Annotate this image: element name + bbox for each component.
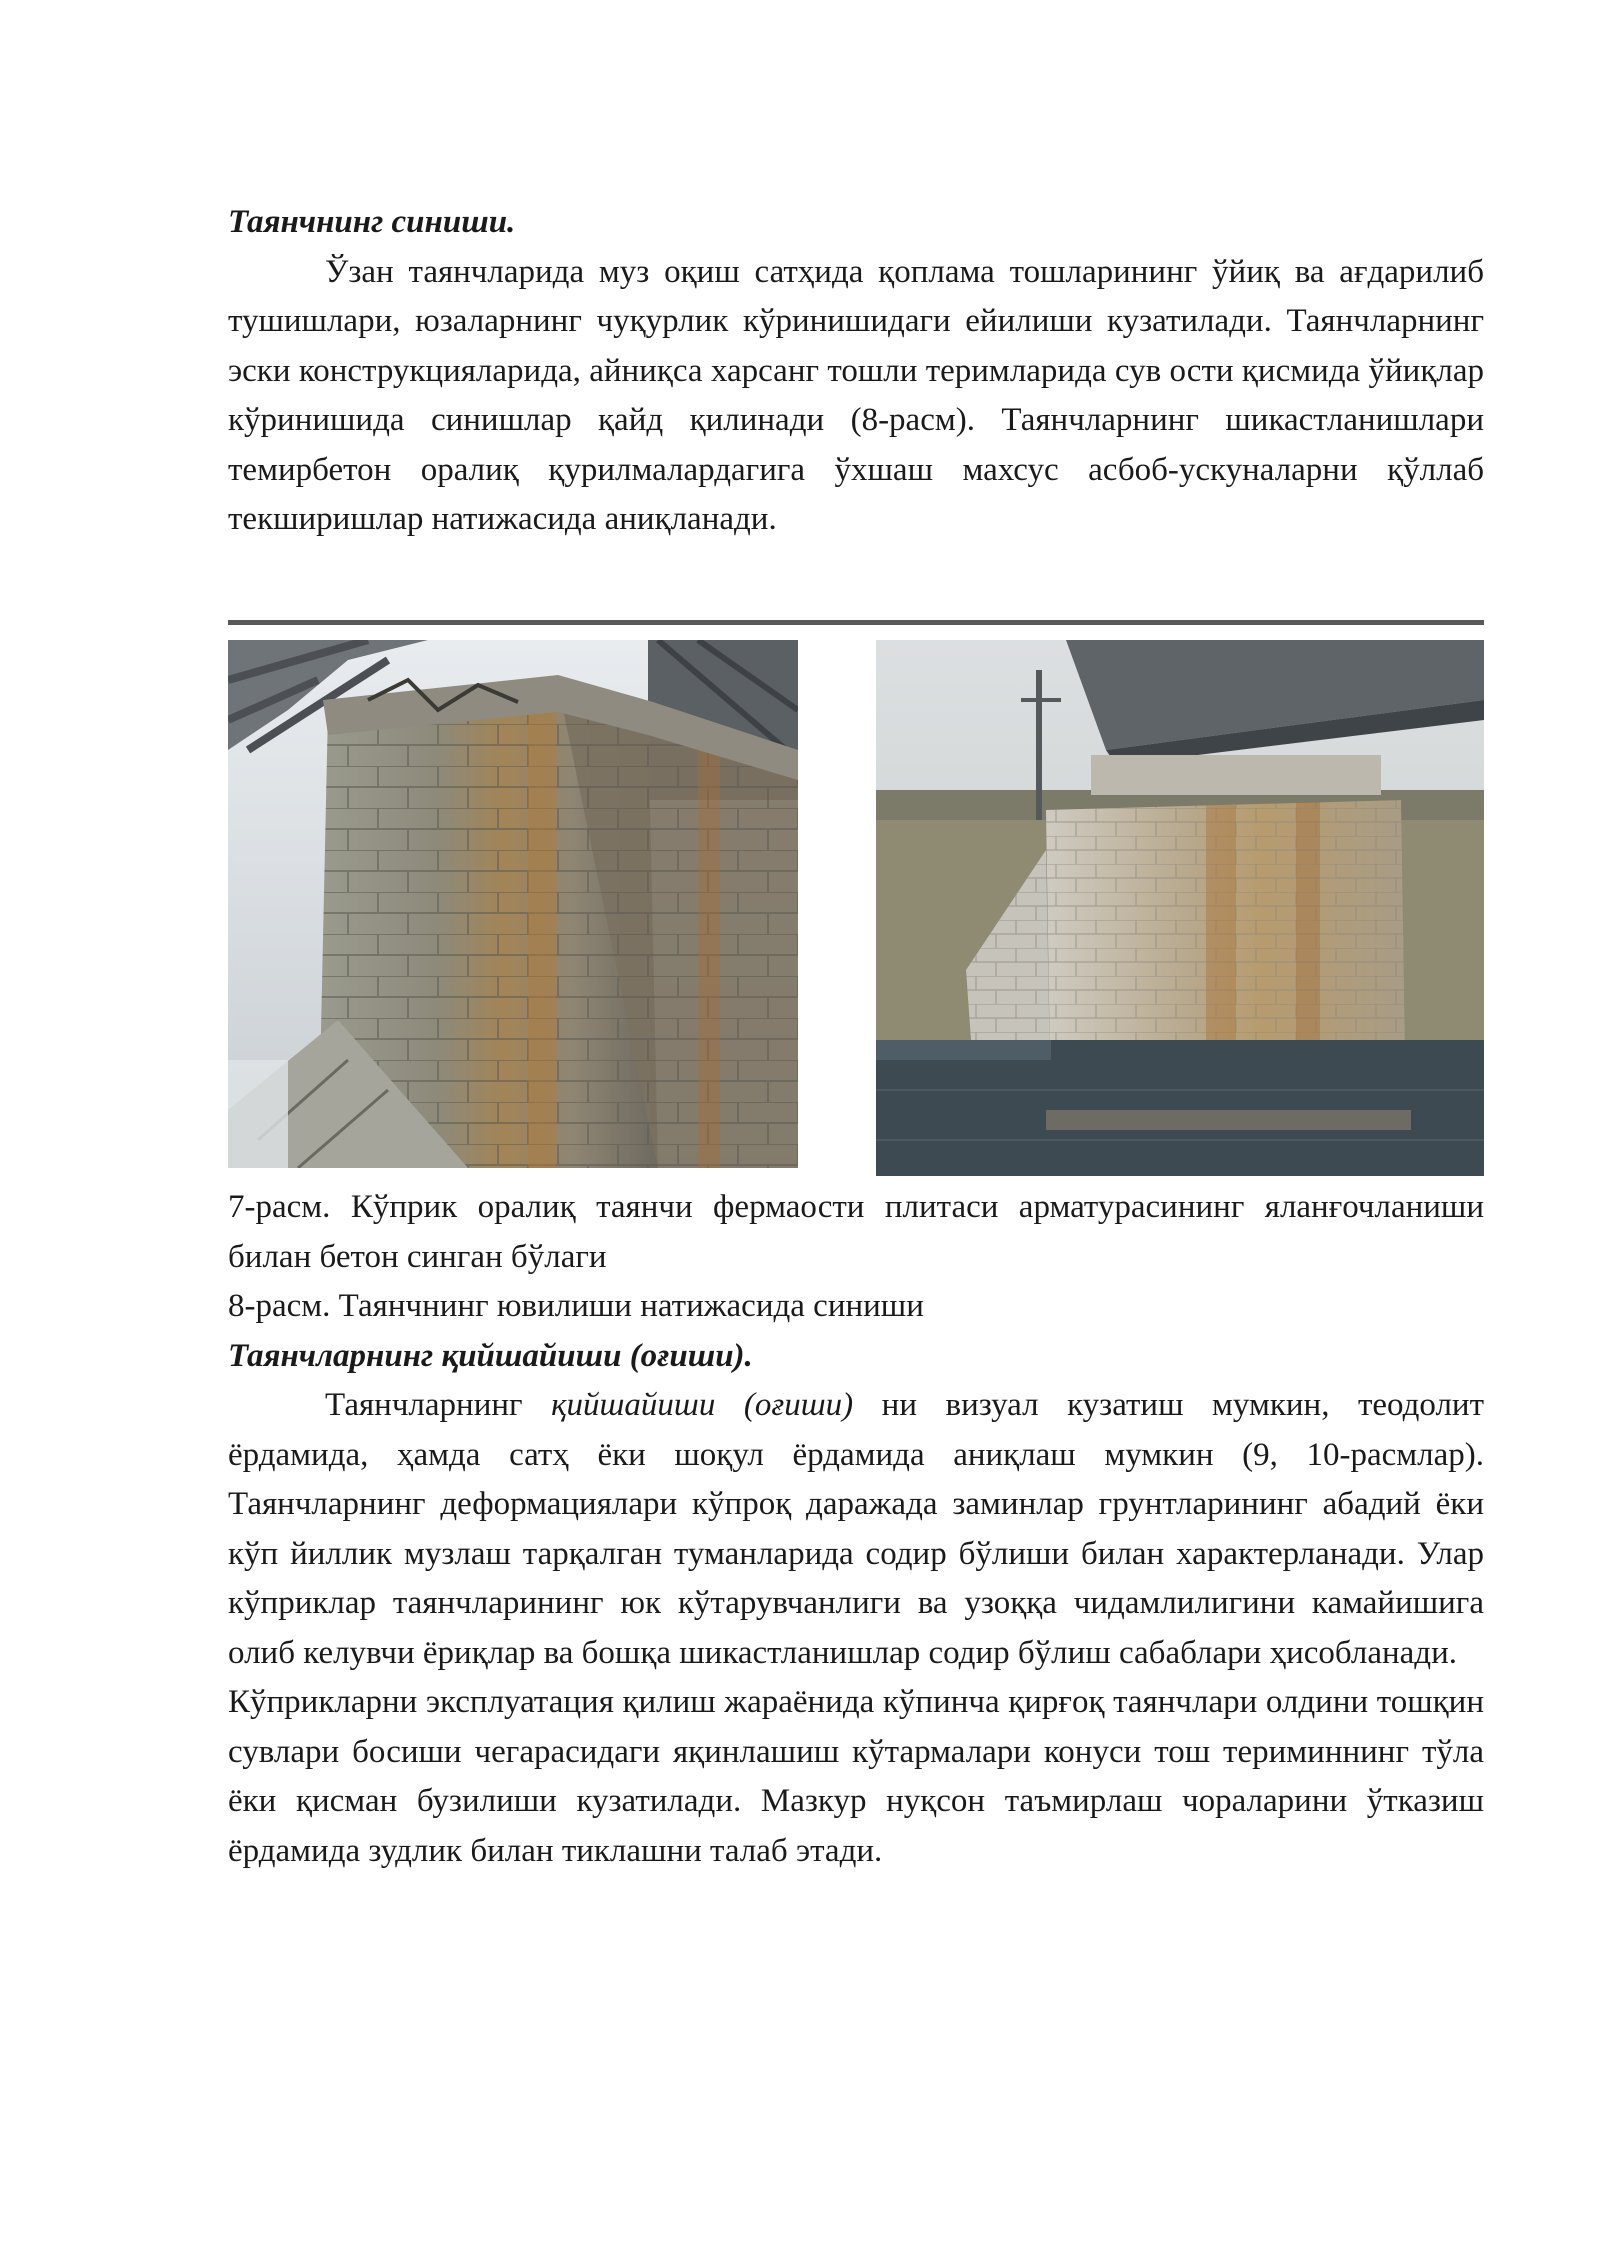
section-heading-pier-breakage: Таянчнинг синиши. bbox=[228, 204, 516, 240]
section-1 bbox=[228, 198, 1484, 545]
paragraph-start: Таянчларнинг bbox=[325, 1387, 552, 1423]
section-paragraph: Ўзан таянчларида муз оқиш сатҳида қоплама тошларининг ўйиқ ва ағдарилиб тушишлари, юзаларнинг чуқурлик кўринишидаги ейилиши кузатилади. Таянчларнинг эски конструкцияларида, айниқса харсанг тошли теримларида сув ости қисмида ўйиқлар кўринишида синишлар қайд қилинади (8-расм). Таянчларнинг шикастланишлари темирбетон оралиқ қурилмалардагига ўхшаш махсус асбоб-ускуналарни қўллаб текширишлар натижасида аниқланади. bbox=[228, 253, 1484, 537]
section-heading-pier-tilt: Таянчларнинг қийшайиши (оғиши). bbox=[228, 1337, 753, 1374]
figure-8-photo bbox=[876, 640, 1484, 1176]
section-paragraph-1 bbox=[228, 1381, 1484, 1678]
italic-term: қийшайиши (оғиши) bbox=[551, 1387, 854, 1423]
figure-7-caption: 7-расм. Кўприк оралиқ таянчи фермаости плитаси арматурасининг яланғочланиши билан бетон синган бўлаги bbox=[228, 1189, 1484, 1275]
pier-in-river-image bbox=[876, 640, 1484, 1176]
horizontal-divider bbox=[228, 620, 1484, 625]
figure-7-photo bbox=[228, 640, 798, 1168]
figure-8-caption: 8-расм. Таянчнинг ювилиши натижасида синиши bbox=[228, 1288, 924, 1324]
section-paragraph-2: Кўприкларни эксплуатация қилиш жараёнида кўпинча қирғоқ таянчлари олдини тошқин сувлари босиши чегарасидаги яқинлашиш кўтармалари конуси тош териминнинг тўла ёки қисман бузилиши кузатилади. Мазкур нуқсон таъмирлаш чораларини ўтказиш ёрдамида зудлик билан тиклашни талаб этади. bbox=[228, 1684, 1484, 1869]
section-2 bbox=[228, 1183, 1484, 1876]
paragraph-rest: ни визуал кузатиш мумкин, теодолит ёрдамида, ҳамда сатҳ ёки шоқул ёрдамида аниқлаш мумкин (9, 10-расмлар). Таянчларнинг деформациялари кўпроқ даражада заминлар грунтларининг абадий ёки кўп йиллик музлаш тарқалган туманларида содир бўлиши билан характерланади. Улар кўприклар таянчларининг юк кўтарувчанлиги ва узоққа чидамлилигини камайишига олиб келувчи ёриқлар ва бошқа шикастланишлар содир бўлиш сабаблари ҳисобланади. bbox=[228, 1387, 1484, 1671]
pier-masonry-image bbox=[228, 640, 798, 1168]
